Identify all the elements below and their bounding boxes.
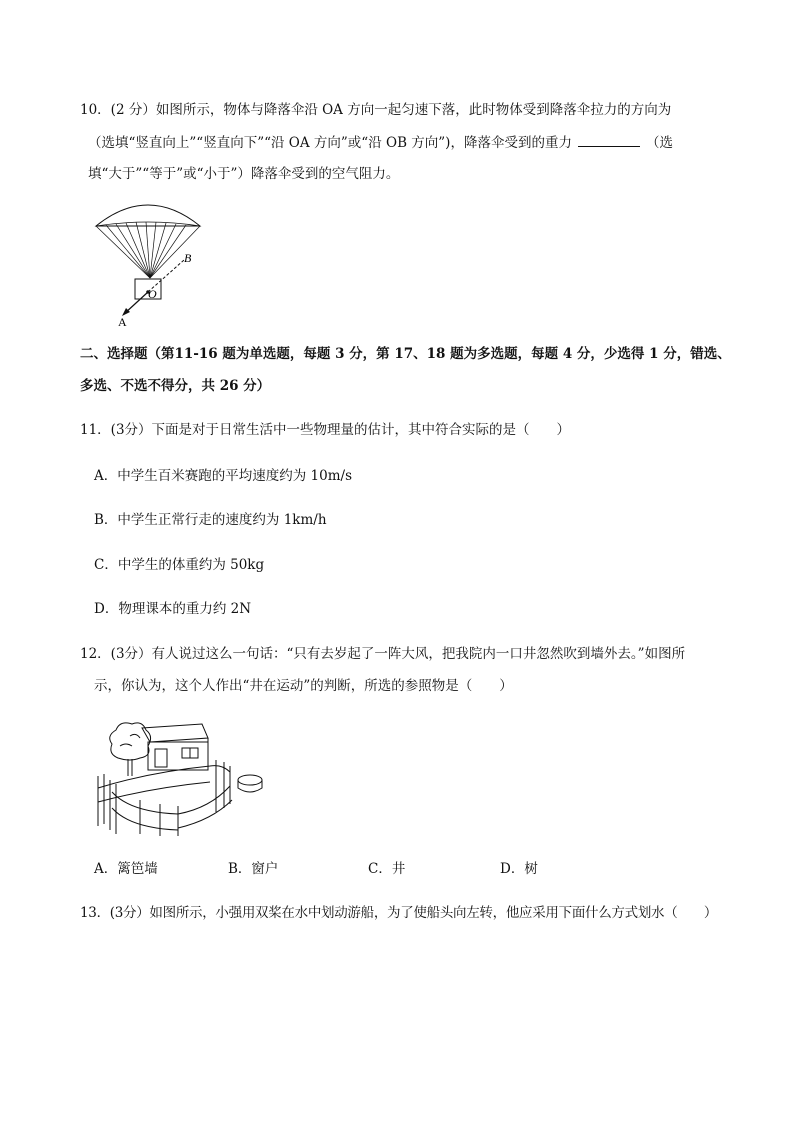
parachute-canopy: [96, 205, 200, 226]
section-2-heading-line-1: 二、选择题（第11-16 题为单选题，每题 3 分，第 17、18 题为多选题，每题 4 分，少选得 1 分，错选、: [80, 346, 731, 362]
fence: [98, 760, 232, 836]
q10-line-2: [88, 132, 673, 153]
q12-option-d: D．树: [500, 861, 538, 877]
q11-option-a: A．中学生百米赛跑的平均速度约为 10m/s: [94, 468, 352, 484]
q12-option-b: B．窗户: [228, 861, 279, 877]
q13-stem: 13．(3分）如图所示，小强用双桨在水中划动游船，为了使船头向左转，他应采用下面什么方式划水（ ）: [80, 905, 718, 921]
tree: [110, 723, 151, 776]
q11-option-d: D．物理课本的重力约 2N: [94, 601, 252, 617]
section-2-heading-line-2: 多选、不选不得分，共 26 分）: [80, 378, 271, 394]
q12-line-1: 12．(3分）有人说过这么一句话：“只有去岁起了一阵大风，把我院内一口井忽然吹到墙外去。”如图所: [80, 646, 686, 662]
q12-line-2: 示，你认为，这个人作出“井在运动”的判断，所选的参照物是（ ）: [94, 678, 513, 694]
parachute-figure: [90, 200, 210, 330]
yard-figure: [90, 716, 270, 841]
q11-stem: 11．(3分）下面是对于日常生活中一些物理量的估计，其中符合实际的是（ ）: [80, 422, 571, 438]
label-b: B: [184, 251, 192, 265]
answer-blank: [578, 132, 640, 147]
well: [238, 775, 262, 792]
q10-line-2-text: （选填“竖直向上”“竖直向下”“沿 OA 方向”或“沿 OB 方向”)，降落伞受到的重力: [88, 135, 572, 151]
q11-option-c: C．中学生的体重约为 50kg: [94, 557, 265, 573]
house: [142, 724, 208, 770]
label-a: A: [118, 315, 127, 329]
q12-option-a: A．篱笆墙: [94, 861, 158, 877]
label-o: O: [148, 287, 157, 301]
q10-line-2-tail: （选: [645, 135, 673, 151]
q12-option-c: C．井: [368, 861, 406, 877]
suspension-lines: [96, 222, 200, 278]
q10-line-1: 10．(2 分）如图所示，物体与降落伞沿 OA 方向一起匀速下落，此时物体受到降落伞拉力的方向为: [80, 102, 672, 118]
q11-option-b: B．中学生正常行走的速度约为 1km/h: [94, 512, 327, 528]
q10-line-3: 填“大于”“等于”或“小于”）降落伞受到的空气阻力。: [88, 166, 400, 182]
